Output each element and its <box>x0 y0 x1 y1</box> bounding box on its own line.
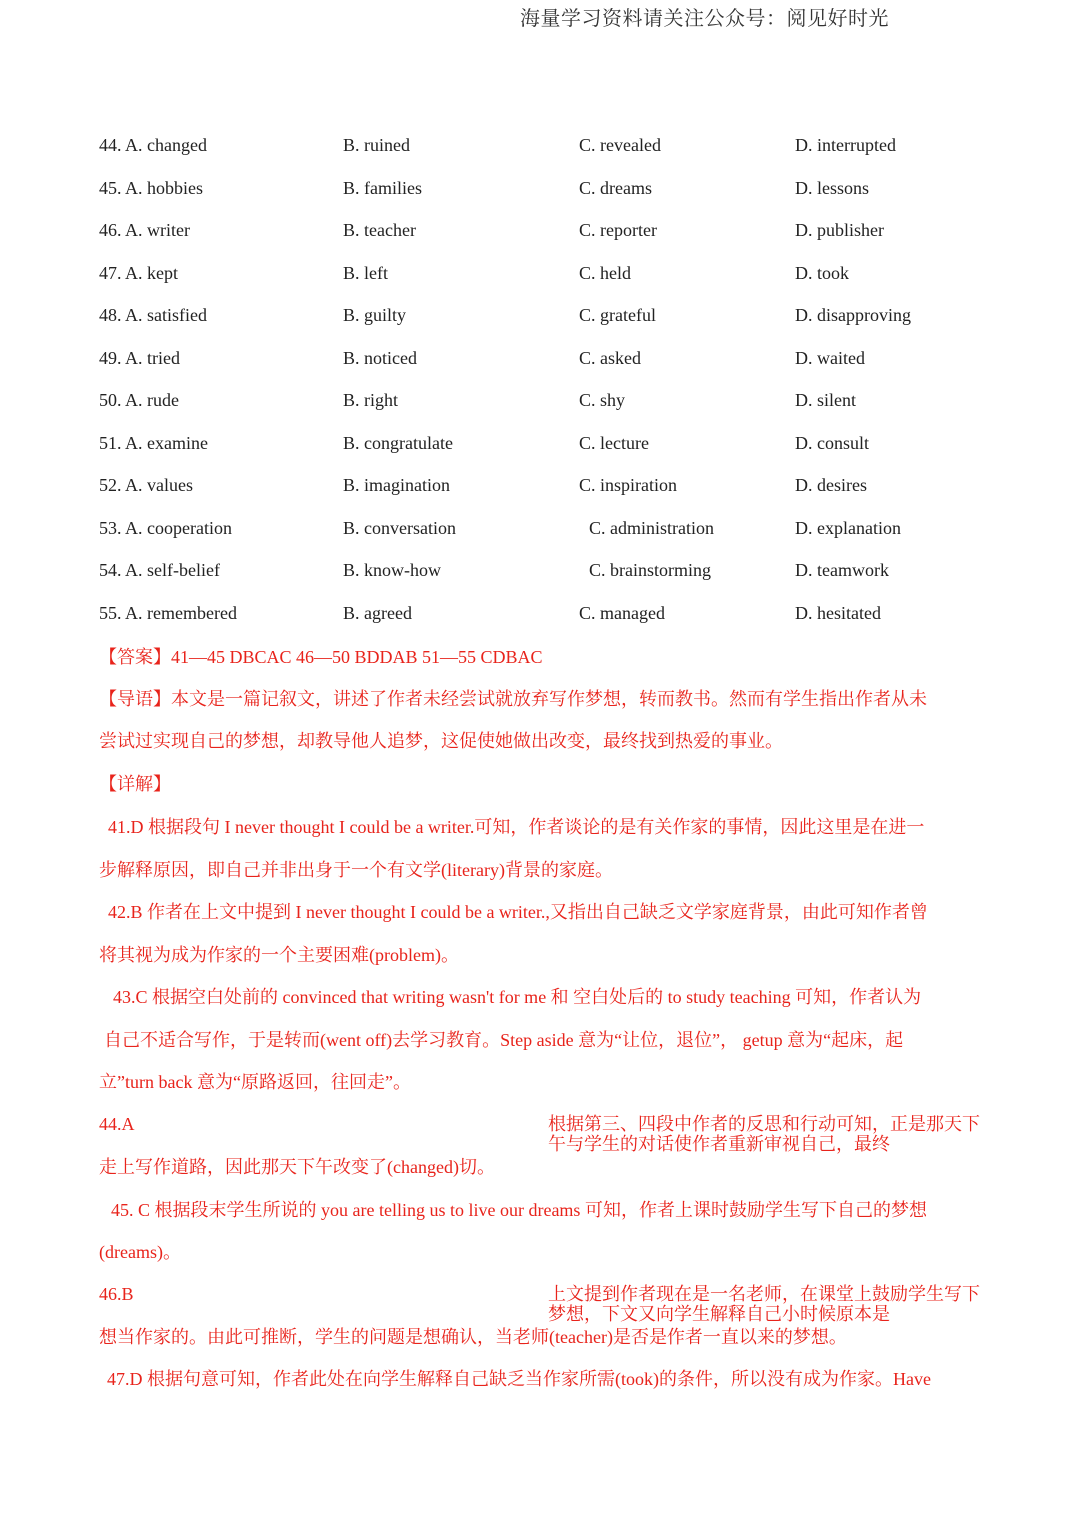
option-c: C. grateful <box>579 305 656 325</box>
option-b: B. left <box>343 262 388 283</box>
option-b: B. know-how <box>343 560 441 580</box>
option-row <box>99 558 999 601</box>
answer-key: 【答案】41—45 DBCAC 46—50 BDDAB 51—55 CDBAC <box>99 647 543 667</box>
explanation-44-line-2: 走上写作道路，因此那天下午改变了(changed)切。 <box>99 1157 495 1177</box>
explanation-46-right: 上文提到作者现在是一名老师，在课堂上鼓励学生写下梦想，下文又向学生解释自己小时候原本是 <box>548 1284 980 1324</box>
option-a: 50. A. rude <box>99 390 179 410</box>
explanation-46-line-2: 想当作家的。由此可推断，学生的问题是想确认，当老师(teacher)是否是作者一直以来的梦想。 <box>99 1327 847 1347</box>
explanation-46-label: 46.B <box>99 1284 134 1304</box>
option-row <box>99 516 999 559</box>
explanation-47-line-1: 47.D 根据句意可知，作者此处在向学生解释自己缺乏当作家所需(took)的条件，所以没有成为作家。Have <box>107 1369 931 1389</box>
option-c: C. lecture <box>579 432 649 453</box>
option-b: B. agreed <box>343 602 412 623</box>
option-b: B. noticed <box>343 347 417 368</box>
option-d: D. teamwork <box>795 560 889 580</box>
options-list <box>99 133 999 643</box>
option-d: D. publisher <box>795 220 884 240</box>
option-row <box>99 218 999 261</box>
option-c: C. inspiration <box>579 475 677 495</box>
option-b: B. right <box>343 390 399 410</box>
option-d: D. explanation <box>795 517 901 538</box>
option-d: D. lessons <box>795 177 870 198</box>
explanation-42-line-2: 将其视为成为作家的一个主要困难(problem)。 <box>99 945 459 965</box>
option-a: 46. A. writer <box>99 220 190 240</box>
option-a: 49. A. tried <box>99 347 180 368</box>
explanation-42-line-1: 42.B 作者在上文中提到 I never thought I could be a writer.,又指出自己缺乏文学家庭背景，由此可知作者曾 <box>108 902 928 922</box>
option-a: 52. A. values <box>99 475 193 495</box>
option-c: C. dreams <box>579 177 652 198</box>
option-d: D. hesitated <box>795 602 881 623</box>
option-row <box>99 473 999 516</box>
option-b: B. guilty <box>343 305 407 325</box>
option-a: 51. A. examine <box>99 432 208 453</box>
explanation-43-line-3: 立”turn back 意为“原路返回，往回走”。 <box>99 1072 411 1092</box>
option-d: D. desires <box>795 475 867 495</box>
explanation-44-label: 44.A <box>99 1114 135 1134</box>
option-b: B. congratulate <box>343 432 453 453</box>
option-d: D. silent <box>795 390 856 410</box>
intro-line-2: 尝试过实现自己的梦想，却教导他人追梦，这促使她做出改变，最终找到热爱的事业。 <box>99 731 783 751</box>
explanation-45-line-1: 45. C 根据段末学生所说的 you are telling us to live our dreams 可知，作者上课时鼓励学生写下自己的梦想 <box>111 1200 927 1220</box>
explanation-41-line-1: 41.D 根据段句 I never thought I could be a writer.可知，作者谈论的是有关作家的事情，因此这里是在进一 <box>108 817 925 837</box>
explanation-41-line-2: 步解释原因，即自己并非出身于一个有文学(literary)背景的家庭。 <box>99 860 613 880</box>
option-row <box>99 303 999 346</box>
option-a: 48. A. satisfied <box>99 305 207 325</box>
option-d: D. consult <box>795 432 869 453</box>
option-b: B. conversation <box>343 517 456 538</box>
option-c: C. managed <box>579 602 665 623</box>
option-a: 53. A. cooperation <box>99 517 232 538</box>
detail-title: 【详解】 <box>99 774 171 794</box>
explanation-45-line-2: (dreams)。 <box>99 1242 181 1262</box>
option-a: 47. A. kept <box>99 262 178 283</box>
option-a: 45. A. hobbies <box>99 177 204 198</box>
option-row <box>99 388 999 431</box>
option-row <box>99 431 999 474</box>
explanation-43-line-2: 自己不适合写作，于是转而(went off)去学习教育。Step aside 意为“让位，退位”， getup 意为“起床，起 <box>104 1030 904 1050</box>
option-b: B. teacher <box>343 220 416 240</box>
option-d: D. took <box>795 262 849 283</box>
option-d: D. waited <box>795 347 865 368</box>
option-c: C. reporter <box>579 220 657 240</box>
option-c: C. shy <box>579 390 626 410</box>
option-c: C. brainstorming <box>589 560 711 580</box>
option-d: D. disapproving <box>795 305 911 325</box>
option-a: 44. A. changed <box>99 135 207 155</box>
option-c: C. held <box>579 262 631 283</box>
option-d: D. interrupted <box>795 135 896 155</box>
option-b: B. ruined <box>343 135 410 155</box>
option-row <box>99 176 999 219</box>
option-c: C. asked <box>579 347 641 368</box>
page-header: 海量学习资料请关注公众号：阅见好时光 <box>520 8 889 30</box>
option-b: B. families <box>343 177 422 198</box>
option-row <box>99 261 999 304</box>
option-a: 54. A. self-belief <box>99 560 220 580</box>
option-c: C. revealed <box>579 135 661 155</box>
explanation-44-right: 根据第三、四段中作者的反思和行动可知，正是那天下午与学生的对话使作者重新审视自己，最终 <box>548 1114 980 1154</box>
explanation-43-line-1: 43.C 根据空白处前的 convinced that writing wasn't for me 和 空白处后的 to study teaching 可知，作者认为 <box>113 987 922 1007</box>
option-c: C. administration <box>589 517 714 538</box>
option-a: 55. A. remembered <box>99 602 237 623</box>
option-row <box>99 346 999 389</box>
option-row <box>99 133 999 176</box>
option-b: B. imagination <box>343 475 450 495</box>
intro-line-1: 【导语】本文是一篇记叙文，讲述了作者未经尝试就放弃写作梦想，转而教书。然而有学生指出作者从未 <box>99 689 927 709</box>
